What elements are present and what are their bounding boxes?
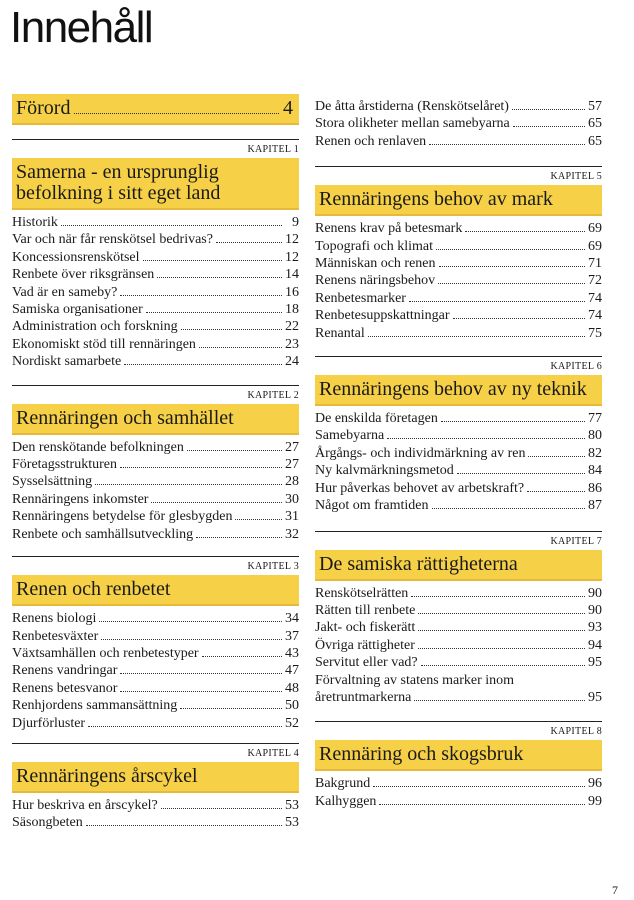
toc-entry-title: Koncessionsrenskötsel bbox=[12, 249, 140, 265]
dot-leader bbox=[439, 266, 585, 267]
dot-leader bbox=[216, 242, 282, 243]
toc-entry-title: Sysselsättning bbox=[12, 474, 93, 490]
toc-entry-title: Var och när får renskötsel bedrivas? bbox=[12, 232, 213, 248]
toc-entry-title: Årgångs- och individmärkning av ren bbox=[315, 445, 526, 461]
toc-entry-title: Djurförluster bbox=[12, 715, 86, 731]
toc-entry-page: 69 bbox=[588, 238, 602, 254]
toc-entry-title: Renens biologi bbox=[12, 611, 97, 627]
toc-entry[interactable] bbox=[12, 214, 299, 231]
toc-entry-title: Renens krav på betesmark bbox=[315, 221, 463, 237]
toc-entry-title: Jakt- och fiskerätt bbox=[315, 620, 416, 636]
toc-entry-page: 82 bbox=[588, 445, 602, 461]
chapter-label: KAPITEL 6 bbox=[550, 361, 602, 373]
chapter-heading-text: Rennäringens årscykel bbox=[16, 764, 198, 787]
toc-entry-page: 9 bbox=[292, 215, 299, 230]
toc-entry[interactable] bbox=[12, 353, 299, 370]
toc-entry[interactable] bbox=[315, 654, 602, 671]
toc-entry[interactable] bbox=[315, 689, 602, 706]
dot-leader bbox=[86, 825, 282, 826]
dot-leader bbox=[418, 630, 585, 631]
chapter-heading-text: Rennäringens behov av ny teknik bbox=[319, 378, 587, 401]
toc-entry-title: Rätten till renbete bbox=[315, 602, 416, 618]
chapter-heading-text: Renen och renbetet bbox=[16, 578, 171, 601]
toc-section bbox=[12, 743, 299, 832]
toc-entry[interactable] bbox=[12, 318, 299, 335]
toc-entry[interactable] bbox=[315, 410, 602, 427]
toc-entry-title: De enskilda företagen bbox=[315, 411, 438, 427]
toc-entry-title: Företagsstrukturen bbox=[12, 457, 117, 473]
toc-entry[interactable] bbox=[315, 480, 602, 497]
toc-entry-page: 23 bbox=[285, 336, 299, 352]
toc-entry-page: 53 bbox=[285, 815, 299, 831]
toc-entry-page: 75 bbox=[588, 325, 602, 341]
toc-section bbox=[315, 356, 602, 514]
toc-entry[interactable] bbox=[315, 220, 602, 237]
dot-leader bbox=[436, 249, 585, 250]
toc-entry[interactable] bbox=[315, 238, 602, 255]
toc-entry-page: 65 bbox=[588, 116, 602, 132]
dot-leader bbox=[527, 491, 585, 492]
chapter-heading-text: De samiska rättigheterna bbox=[319, 552, 518, 575]
dot-leader bbox=[187, 450, 282, 451]
toc-entry-page: 77 bbox=[588, 411, 602, 427]
toc-entry-page: 96 bbox=[588, 776, 602, 792]
toc-section bbox=[12, 385, 299, 543]
toc-entry-title: Rennäringens betydelse för glesbygden bbox=[12, 509, 233, 525]
toc-section bbox=[315, 166, 602, 342]
dot-leader bbox=[457, 473, 585, 474]
chapter-heading-page: 4 bbox=[283, 97, 293, 119]
toc-entry[interactable] bbox=[315, 115, 602, 132]
page-title: Innehåll bbox=[10, 3, 153, 52]
dot-leader bbox=[157, 277, 282, 278]
toc-entry[interactable] bbox=[12, 456, 299, 473]
toc-entry-page: 43 bbox=[285, 645, 299, 661]
dot-leader bbox=[99, 621, 282, 622]
toc-entry[interactable] bbox=[12, 662, 299, 679]
toc-entry-page: 72 bbox=[588, 273, 602, 289]
toc-entry[interactable] bbox=[315, 602, 602, 619]
toc-entry-page: 48 bbox=[285, 680, 299, 696]
toc-section bbox=[12, 556, 299, 732]
toc-entry-page: 50 bbox=[285, 698, 299, 714]
toc-entry[interactable] bbox=[12, 526, 299, 543]
dot-leader bbox=[151, 502, 282, 503]
dot-leader bbox=[432, 508, 585, 509]
dot-leader bbox=[387, 438, 585, 439]
toc-entry-title: Nordiskt samarbete bbox=[12, 354, 122, 370]
toc-entry[interactable] bbox=[315, 272, 602, 289]
toc-entry-page: 74 bbox=[588, 308, 602, 324]
dot-leader bbox=[441, 421, 585, 422]
toc-entry-title: Samebyarna bbox=[315, 428, 385, 444]
chapter-heading[interactable] bbox=[12, 158, 299, 208]
toc-section bbox=[12, 94, 299, 123]
chapter-heading[interactable] bbox=[12, 762, 299, 791]
dot-leader bbox=[120, 691, 282, 692]
toc-entry-title: Renantal bbox=[315, 325, 365, 341]
dot-leader bbox=[465, 231, 585, 232]
toc-entry[interactable] bbox=[315, 307, 602, 324]
toc-entry-title: Växtsamhällen och renbetestyper bbox=[12, 645, 199, 661]
toc-entry[interactable] bbox=[315, 793, 602, 810]
toc-section bbox=[315, 721, 602, 810]
dot-leader bbox=[61, 225, 282, 226]
dot-leader bbox=[429, 144, 585, 145]
dot-leader bbox=[421, 665, 585, 666]
toc-entry-page: 74 bbox=[588, 290, 602, 306]
chapter-heading-text: Samerna - en ursprunglig befolkning i sitt eget land bbox=[16, 161, 221, 204]
dot-leader bbox=[528, 456, 585, 457]
toc-entry-page: 71 bbox=[588, 256, 602, 272]
toc-entry[interactable] bbox=[315, 619, 602, 636]
toc-entry-title: Kalhyggen bbox=[315, 793, 377, 809]
chapter-heading-text: Förord bbox=[16, 97, 71, 119]
dot-leader bbox=[368, 336, 585, 337]
toc-entry-title: Renbetesmarker bbox=[315, 290, 406, 306]
toc-entry-page: 22 bbox=[285, 319, 299, 335]
dot-leader bbox=[414, 700, 585, 701]
toc-right-column bbox=[315, 98, 602, 810]
toc-entry[interactable] bbox=[12, 645, 299, 662]
toc-entry-title: Människan och renen bbox=[315, 256, 436, 272]
toc-entry-page: 53 bbox=[285, 797, 299, 813]
dot-leader bbox=[438, 283, 585, 284]
dot-leader bbox=[418, 613, 585, 614]
page-number: 7 bbox=[612, 883, 618, 897]
dot-leader bbox=[418, 648, 585, 649]
chapter-heading[interactable] bbox=[12, 94, 299, 123]
dot-leader bbox=[143, 260, 282, 261]
dot-leader bbox=[373, 786, 585, 787]
dot-leader bbox=[235, 519, 282, 520]
toc-entry-page: 12 bbox=[285, 249, 299, 265]
toc-entry[interactable] bbox=[315, 133, 602, 150]
toc-entry[interactable] bbox=[12, 284, 299, 301]
toc-entry[interactable] bbox=[315, 290, 602, 307]
toc-entry-title: De åtta årstiderna (Renskötselåret) bbox=[315, 99, 509, 114]
toc-entry-page: 57 bbox=[588, 99, 602, 114]
toc-entry[interactable] bbox=[12, 301, 299, 318]
toc-entry-title: Förvaltning av statens marker inom bbox=[315, 672, 515, 688]
toc-entry-page: 28 bbox=[285, 474, 299, 490]
toc-entry-page: 52 bbox=[285, 715, 299, 731]
toc-entry-title: Renbete över riksgränsen bbox=[12, 267, 155, 283]
toc-entry-title: Renens näringsbehov bbox=[315, 273, 436, 289]
toc-entry[interactable] bbox=[12, 715, 299, 732]
toc-entry[interactable] bbox=[12, 231, 299, 248]
toc-entry[interactable] bbox=[12, 266, 299, 283]
toc-entry-page: 80 bbox=[588, 428, 602, 444]
chapter-label: KAPITEL 3 bbox=[247, 561, 299, 573]
toc-entry-page: 90 bbox=[588, 602, 602, 618]
dot-leader bbox=[101, 639, 282, 640]
toc-entry-page: 12 bbox=[285, 232, 299, 248]
chapter-label: KAPITEL 5 bbox=[550, 171, 602, 183]
toc-entry-page: 37 bbox=[285, 628, 299, 644]
toc-entry-page: 32 bbox=[285, 526, 299, 542]
toc-entry-title: Stora olikheter mellan samebyarna bbox=[315, 116, 510, 132]
toc-entry-page: 90 bbox=[588, 585, 602, 601]
toc-entry-title: Topografi och klimat bbox=[315, 238, 433, 254]
chapter-label: KAPITEL 8 bbox=[550, 726, 602, 738]
dot-leader bbox=[95, 484, 282, 485]
chapter-heading-text: Rennäringen och samhället bbox=[16, 406, 234, 429]
toc-entry[interactable] bbox=[315, 585, 602, 602]
toc-entry-page: 69 bbox=[588, 221, 602, 237]
dot-leader bbox=[88, 726, 282, 727]
toc-entry-page: 99 bbox=[588, 793, 602, 809]
chapter-heading[interactable] bbox=[12, 404, 299, 433]
toc-entry-title: Ekonomiskt stöd till rennäringen bbox=[12, 336, 196, 352]
toc-entry-page: 86 bbox=[588, 480, 602, 496]
toc-entry-page: 47 bbox=[285, 663, 299, 679]
toc-entry[interactable] bbox=[315, 672, 602, 689]
chapter-label: KAPITEL 2 bbox=[247, 389, 299, 401]
toc-entry[interactable] bbox=[315, 427, 602, 444]
toc-entry-title: Renen och renlaven bbox=[315, 133, 427, 149]
dot-leader bbox=[512, 109, 585, 110]
dot-leader bbox=[124, 364, 282, 365]
chapter-heading-text: Rennäring och skogsbruk bbox=[319, 743, 524, 766]
toc-entry-title: Servitut eller vad? bbox=[315, 655, 418, 671]
toc-entry[interactable] bbox=[315, 775, 602, 792]
toc-entry[interactable] bbox=[315, 462, 602, 479]
toc-section bbox=[315, 98, 602, 150]
dot-leader bbox=[181, 329, 282, 330]
toc-entry-title: Renskötselrätten bbox=[315, 585, 409, 601]
chapter-heading[interactable] bbox=[12, 575, 299, 604]
toc-entry[interactable] bbox=[12, 680, 299, 697]
toc-entry-page: 14 bbox=[285, 267, 299, 283]
toc-entry-page: 27 bbox=[285, 457, 299, 473]
toc-entry-page: 95 bbox=[588, 655, 602, 671]
toc-entry[interactable] bbox=[12, 473, 299, 490]
toc-entry-page: 27 bbox=[285, 439, 299, 455]
toc-entry-page: 18 bbox=[285, 302, 299, 318]
toc-entry-page: 94 bbox=[588, 637, 602, 653]
toc-entry-title: åretruntmarkerna bbox=[315, 689, 412, 705]
dot-leader bbox=[199, 347, 282, 348]
toc-entry-page: 30 bbox=[285, 491, 299, 507]
dot-leader bbox=[120, 467, 282, 468]
toc-entry[interactable] bbox=[315, 325, 602, 342]
dot-leader bbox=[453, 318, 585, 319]
chapter-heading[interactable] bbox=[315, 740, 602, 769]
toc-entry-title: Ny kalvmärkningsmetod bbox=[315, 463, 454, 479]
dot-leader bbox=[120, 295, 282, 296]
dot-leader bbox=[202, 656, 282, 657]
toc-entry-title: Hur påverkas behovet av arbetskraft? bbox=[315, 480, 525, 496]
toc-entry[interactable] bbox=[12, 814, 299, 831]
toc-entry-title: Rennäringens inkomster bbox=[12, 491, 149, 507]
chapter-heading[interactable] bbox=[315, 550, 602, 579]
toc-entry[interactable] bbox=[12, 439, 299, 456]
toc-section bbox=[315, 531, 602, 707]
chapter-heading-text: Rennäringens behov av mark bbox=[319, 188, 553, 211]
toc-entry-page: 95 bbox=[588, 689, 602, 705]
toc-entry-title: Övriga rättigheter bbox=[315, 637, 415, 653]
toc-entry-title: Den renskötande befolkningen bbox=[12, 439, 184, 455]
toc-entry-title: Renens betesvanor bbox=[12, 680, 118, 696]
toc-entry[interactable] bbox=[315, 637, 602, 654]
toc-entry[interactable] bbox=[12, 697, 299, 714]
toc-entry-page: 65 bbox=[588, 133, 602, 149]
toc-entry[interactable] bbox=[12, 249, 299, 266]
dot-leader bbox=[180, 708, 282, 709]
toc-entry[interactable] bbox=[315, 445, 602, 462]
toc-entry-title: Renens vandringar bbox=[12, 663, 118, 679]
toc-entry-page: 34 bbox=[285, 611, 299, 627]
toc-entry[interactable] bbox=[12, 610, 299, 627]
dot-leader bbox=[146, 312, 282, 313]
dot-leader bbox=[120, 673, 282, 674]
toc-entry-title: Hur beskriva en årscykel? bbox=[12, 797, 158, 813]
dot-leader bbox=[74, 113, 279, 114]
dot-leader bbox=[513, 126, 585, 127]
toc-entry-title: Säsongbeten bbox=[12, 815, 83, 831]
toc-entry[interactable] bbox=[12, 628, 299, 645]
toc-entry-title: Renbete och samhällsutveckling bbox=[12, 526, 194, 542]
toc-entry[interactable] bbox=[315, 497, 602, 514]
toc-entry-title: Bakgrund bbox=[315, 776, 371, 792]
toc-entry-title: Historik bbox=[12, 215, 58, 230]
toc-entry-title: Renhjordens sammansättning bbox=[12, 698, 178, 714]
dot-leader bbox=[161, 808, 282, 809]
toc-entry-page: 93 bbox=[588, 620, 602, 636]
toc-entry-title: Administration och forskning bbox=[12, 319, 178, 335]
toc-entry[interactable] bbox=[12, 797, 299, 814]
toc-entry-page: 84 bbox=[588, 463, 602, 479]
dot-leader bbox=[196, 537, 282, 538]
toc-entry-page: 87 bbox=[588, 498, 602, 514]
dot-leader bbox=[411, 596, 585, 597]
toc-entry[interactable] bbox=[315, 98, 602, 115]
toc-entry-title: Något om framtiden bbox=[315, 498, 429, 514]
toc-entry-title: Renbetesuppskattningar bbox=[315, 308, 450, 324]
toc-entry-title: Vad är en sameby? bbox=[12, 284, 118, 300]
toc-entry[interactable] bbox=[315, 255, 602, 272]
toc-entry-title: Renbetesväxter bbox=[12, 628, 99, 644]
chapter-label: KAPITEL 7 bbox=[550, 535, 602, 547]
dot-leader bbox=[379, 804, 585, 805]
toc-entry-page: 24 bbox=[285, 354, 299, 370]
dot-leader bbox=[409, 301, 585, 302]
chapter-label: KAPITEL 4 bbox=[247, 747, 299, 759]
chapter-label: KAPITEL 1 bbox=[247, 144, 299, 155]
toc-entry[interactable] bbox=[12, 508, 299, 525]
chapter-heading[interactable] bbox=[315, 185, 602, 214]
toc-left-column bbox=[12, 94, 299, 832]
toc-entry-page: 16 bbox=[285, 284, 299, 300]
toc-entry[interactable] bbox=[12, 491, 299, 508]
chapter-heading[interactable] bbox=[315, 375, 602, 404]
toc-entry-page: 31 bbox=[285, 509, 299, 525]
toc-entry-title: Samiska organisationer bbox=[12, 302, 143, 318]
toc-section bbox=[12, 139, 299, 371]
toc-entry[interactable] bbox=[12, 336, 299, 353]
